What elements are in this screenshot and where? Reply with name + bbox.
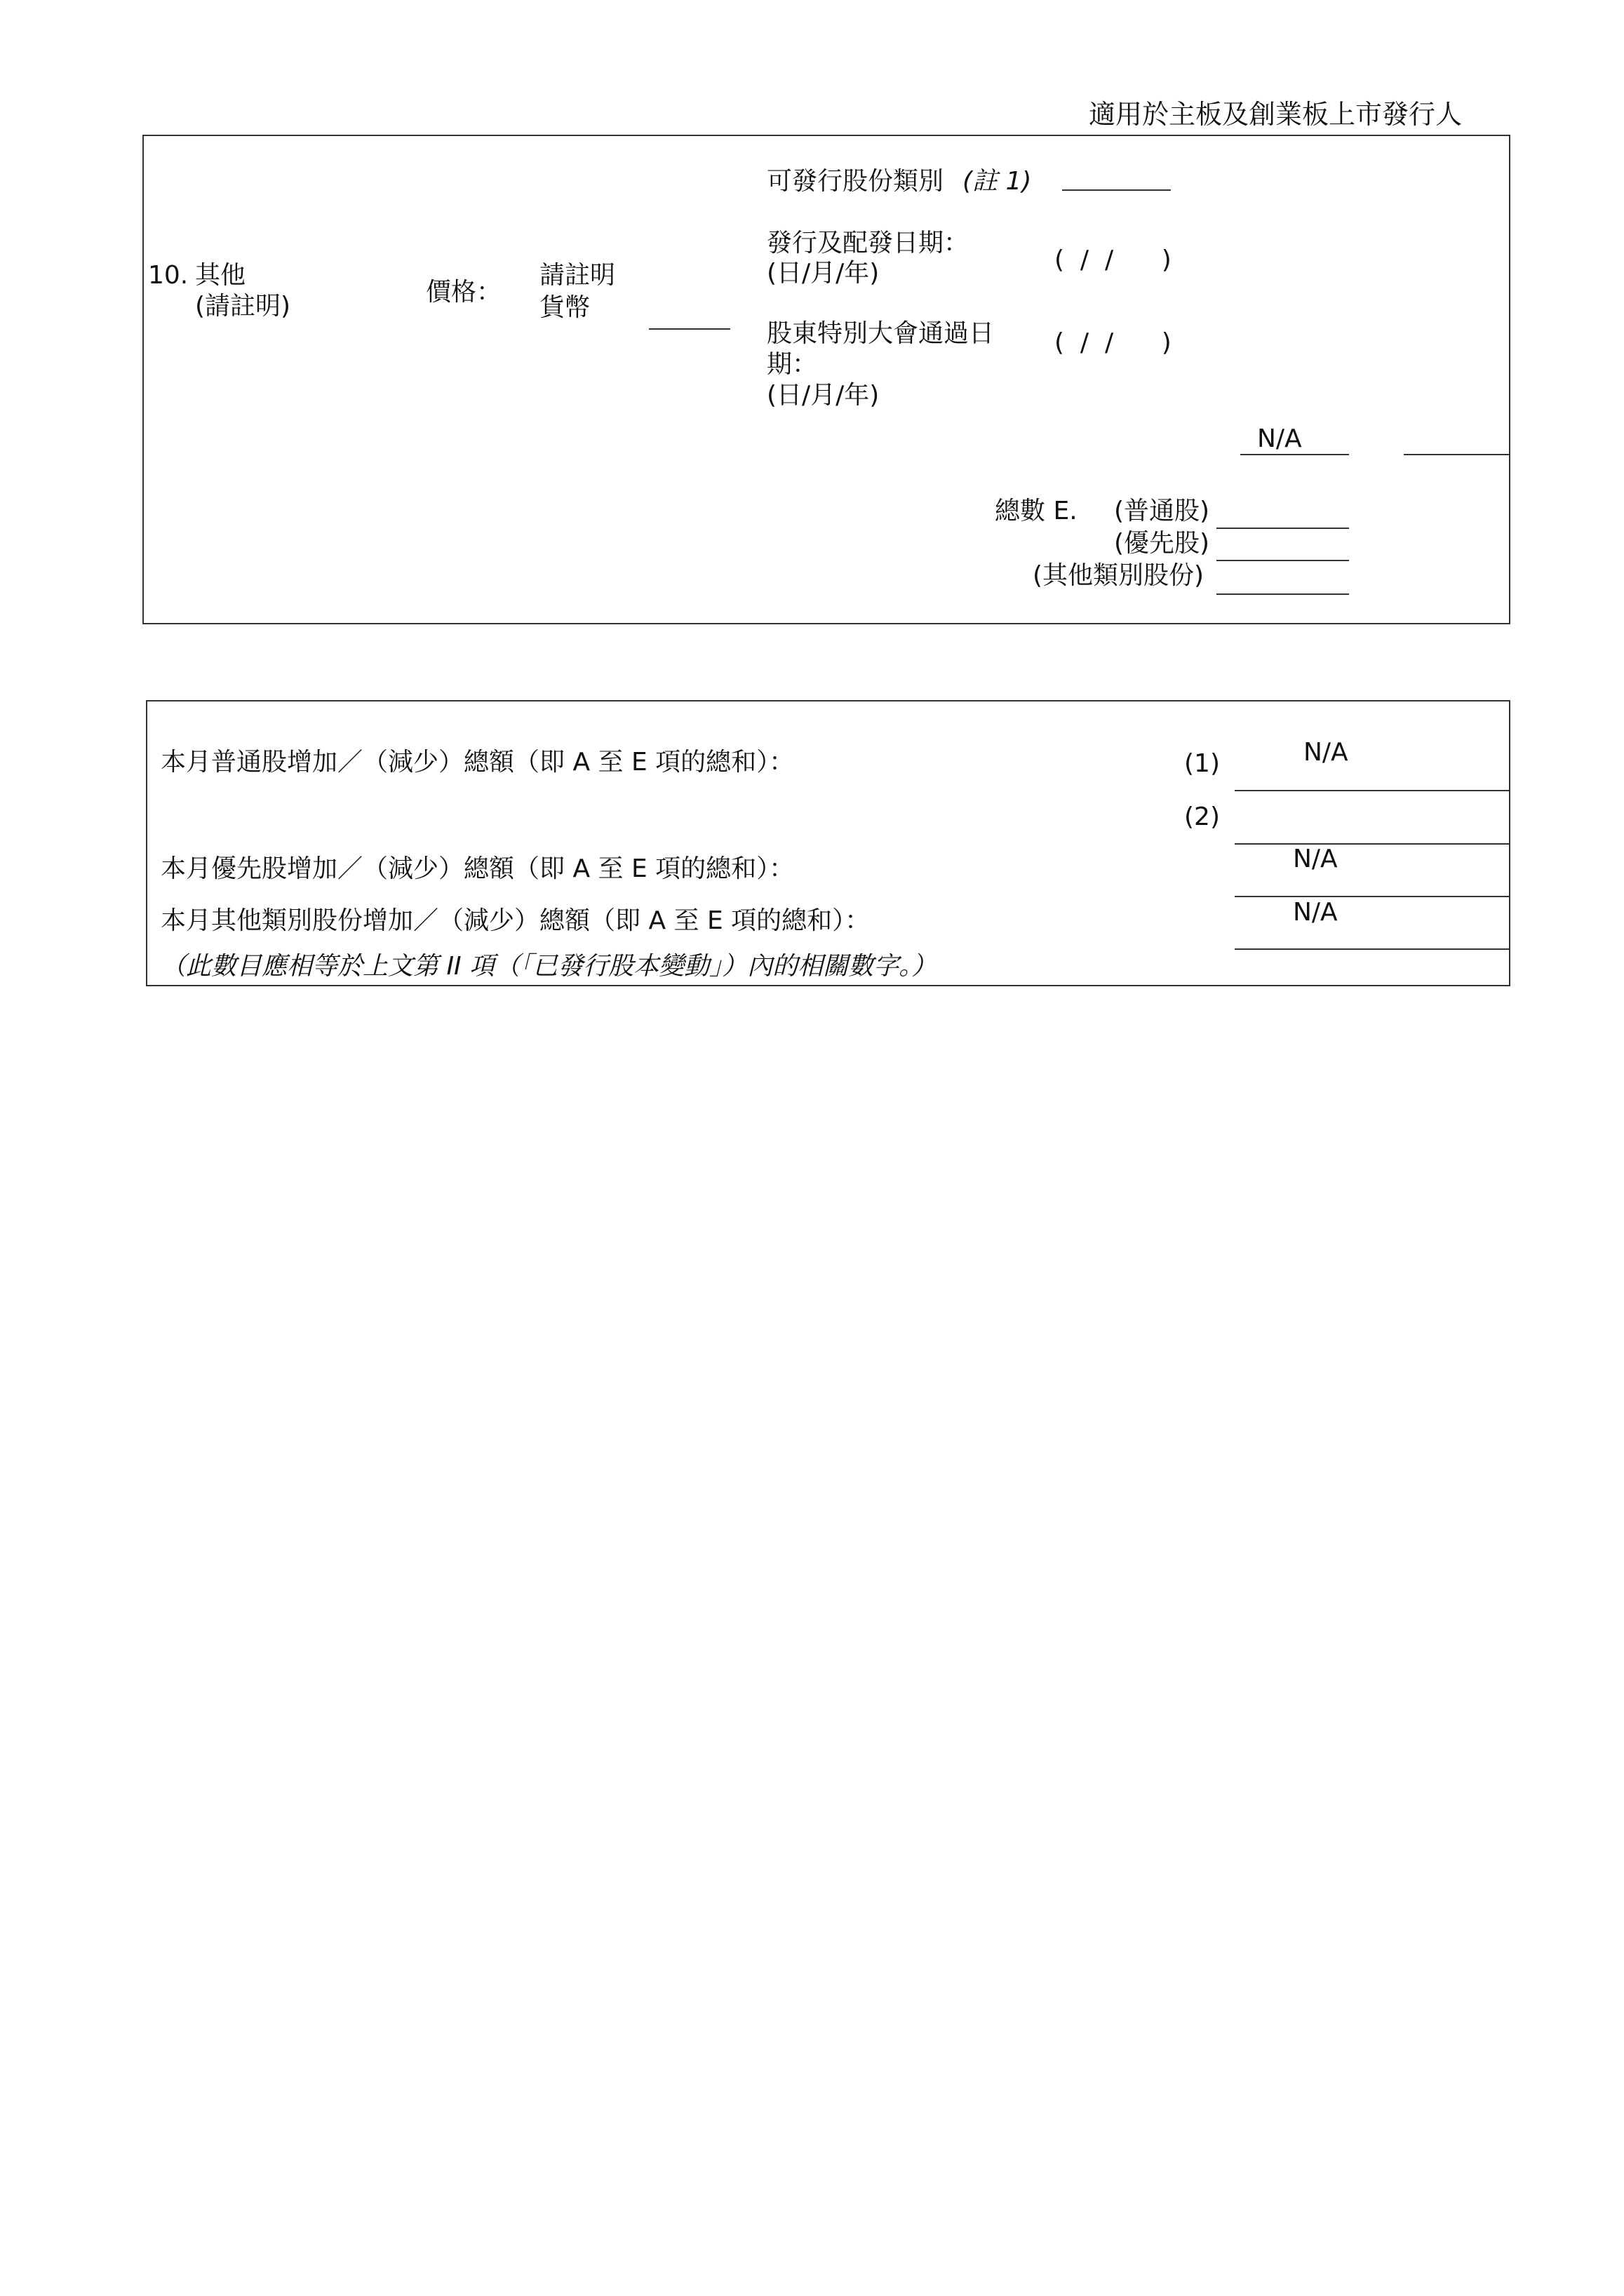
right-blank-line: [1404, 454, 1509, 455]
price-label: 價格：: [426, 278, 502, 307]
total-e-label: 總數 E.: [995, 497, 1078, 525]
section-10-box: [142, 135, 1510, 624]
currency-label-line2: 貨幣: [539, 293, 591, 322]
summary-note: （此數目應相等於上文第 II 項（「已發行股本變動」）內的相關數字。）: [161, 952, 937, 981]
preference-total-value: N/A: [1293, 845, 1338, 873]
na-blank-line: [1240, 454, 1349, 455]
ordinary-label: (普通股): [1114, 497, 1210, 525]
issue-date-label-line2: (日/月/年): [767, 259, 880, 288]
egm-date-label-line1: 股東特別大會通過日: [767, 319, 995, 348]
egm-date-label-line2: 期：: [767, 350, 818, 379]
preference-total-text: 本月優先股增加／（減少）總額（即 A 至 E 項的總和）：: [161, 854, 795, 883]
ordinary-total-value: N/A: [1303, 738, 1348, 767]
preference-blank-line: [1216, 560, 1349, 561]
preference-total-line: [1235, 896, 1509, 897]
other-total-value: N/A: [1293, 898, 1338, 927]
other-class-blank-line: [1216, 593, 1349, 595]
other-class-label: (其他類別股份): [1033, 561, 1204, 590]
marker-1: (1): [1184, 749, 1220, 778]
other-total-line: [1235, 948, 1509, 950]
egm-date-label-line3: (日/月/年): [767, 381, 880, 410]
na-value: N/A: [1257, 424, 1302, 453]
item-specify: (請註明): [195, 292, 291, 321]
issue-date-label-line1: 發行及配發日期：: [767, 229, 969, 257]
marker-2: (2): [1184, 803, 1220, 831]
price-blank-line: [649, 328, 730, 330]
marker-2-line: [1235, 843, 1509, 845]
issue-date-value: ( / / ): [1054, 246, 1172, 274]
applicability-note: 適用於主板及創業板上市發行人: [1089, 99, 1463, 130]
currency-label-line1: 請註明: [539, 261, 616, 290]
share-class-label: 可發行股份類別: [767, 167, 944, 196]
ordinary-blank-line: [1216, 528, 1349, 529]
other-total-text: 本月其他類別股份增加／（減少）總額（即 A 至 E 項的總和）：: [161, 906, 871, 935]
share-class-blank-line: [1062, 189, 1171, 191]
ordinary-total-text: 本月普通股增加／（減少）總額（即 A 至 E 項的總和）：: [161, 748, 795, 777]
item-number: 10.: [148, 261, 189, 290]
egm-date-value: ( / / ): [1054, 328, 1172, 357]
preference-label: (優先股): [1114, 529, 1210, 558]
ordinary-total-line: [1235, 790, 1509, 791]
item-title: 其他: [195, 261, 246, 290]
share-class-note: (註 1): [962, 167, 1032, 196]
